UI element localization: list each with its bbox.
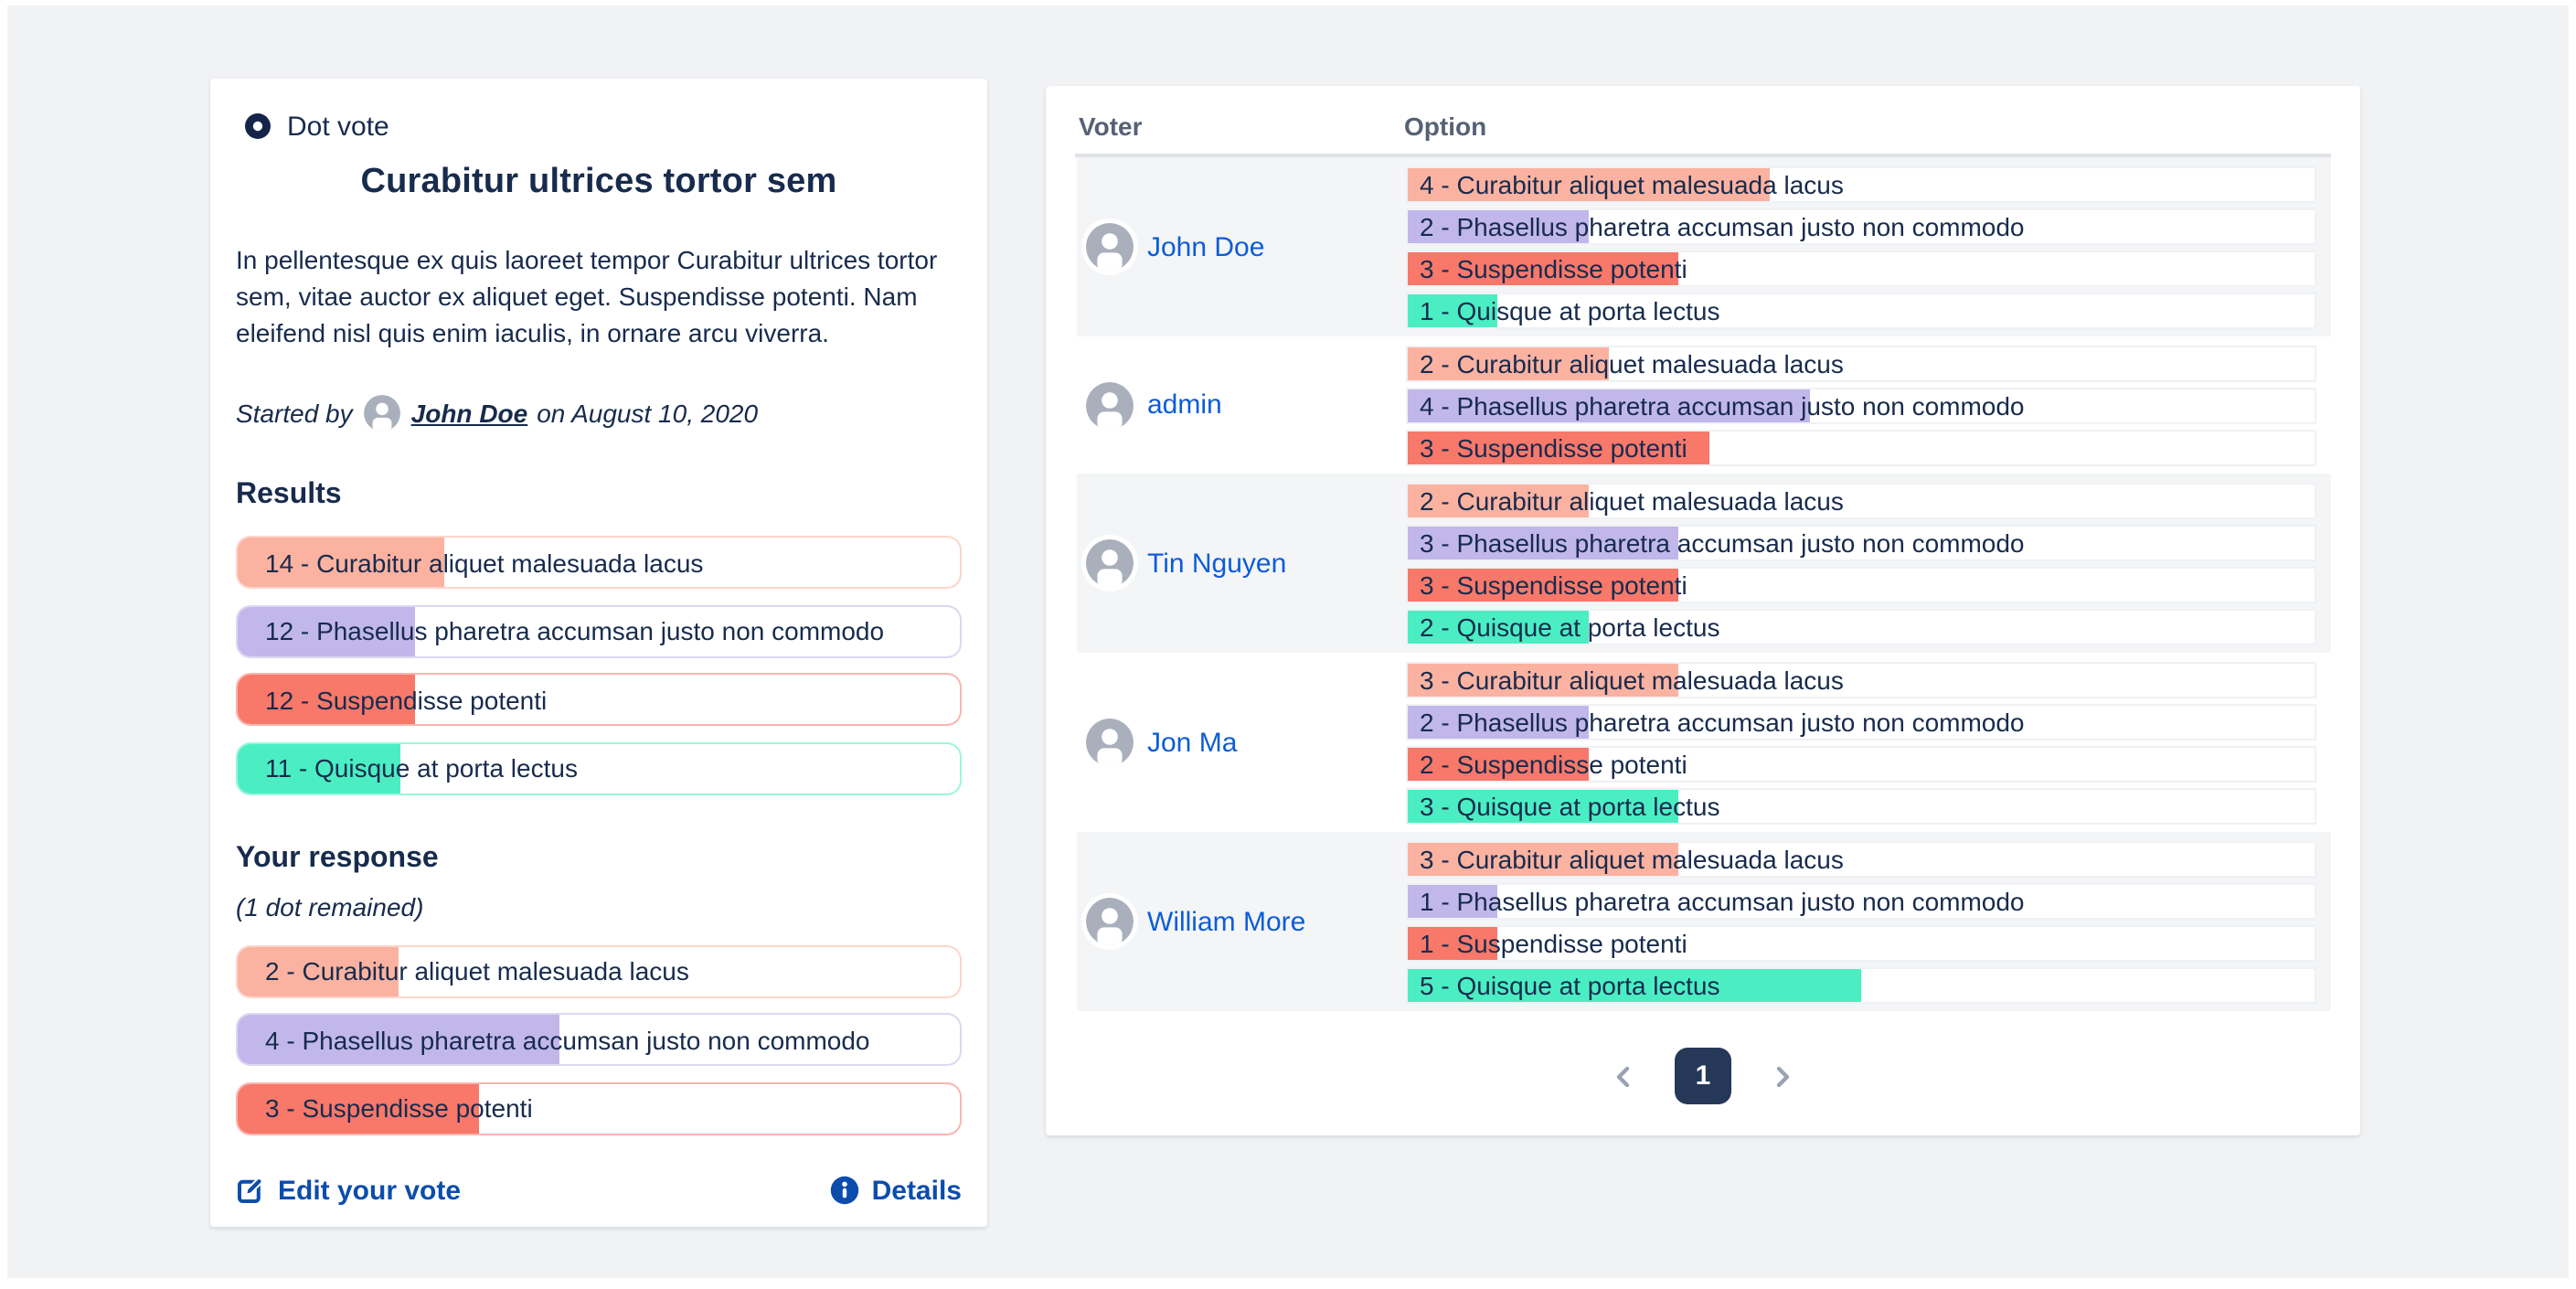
bar-option-label: Suspendisse potenti [1456,928,1687,957]
options-cell [1405,482,2315,644]
bar-label [1420,612,1719,641]
bar-option-label: Phasellus pharetra accumsan justo non commodo [1456,886,2025,915]
avatar-icon [1085,719,1133,766]
bar-separator: - [1433,570,1457,599]
voter-option-bar [1405,924,2315,961]
bar-option-label: Suspendisse potenti [1456,432,1687,462]
bar-label [265,548,703,577]
bar-votes: 4 [265,1025,280,1054]
voter-option-bar [1405,387,2315,423]
table-body [1075,157,2331,1011]
voter-option-bar [1405,787,2315,824]
bar-option-label: Phasellus pharetra accumsan justo non commodo [1456,707,2025,736]
options-cell [1405,165,2315,328]
bar-label [1420,970,1719,999]
voters-panel [1046,86,2360,1135]
result-option-bar [236,673,962,726]
bar-separator: - [1433,970,1457,999]
bar-label [1420,295,1719,325]
bar-option-label: Phasellus pharetra accumsan justo non commodo [1456,211,2025,240]
bar-votes: 2 [1420,485,1434,515]
bar-option-label: Curabitur aliquet malesuada lacus [302,956,689,985]
details-link[interactable] [830,1175,962,1206]
bar-votes: 3 [1420,791,1434,820]
bar-separator: - [1433,791,1457,820]
bar-option-label: Phasellus pharetra accumsan justo non commodo [1456,527,2025,557]
bar-separator: - [1433,390,1457,420]
bar-separator: - [1433,485,1457,515]
bar-votes: 1 [1420,928,1434,957]
poll-title: Curabitur ultrices tortor sem [360,163,837,201]
bar-option-label: Quisque at porta lectus [314,753,578,783]
chevron-right-icon [1770,1063,1795,1089]
voter-option-bar [1405,840,2315,877]
table-row [1076,832,2330,1011]
your-response-heading: Your response [236,842,439,873]
started-by-user-link[interactable]: John Doe [410,399,528,428]
bar-label [265,685,547,714]
result-option-bar [236,741,962,794]
voter-option-bar [1405,703,2315,740]
bar-option-label: Phasellus pharetra accumsan justo non commodo [302,1025,870,1054]
bar-separator: - [1433,707,1457,736]
bar-separator: - [1433,169,1457,198]
option-column-header: Option [1404,112,1487,141]
bar-label [1420,432,1687,462]
bar-label [265,956,689,985]
bar-separator: - [1433,527,1457,557]
voter-option-bar [1405,745,2315,782]
bar-separator: - [293,685,317,714]
bar-option-label: Suspendisse potenti [1456,253,1687,282]
voter-option-bar [1405,524,2315,560]
bar-label [1420,390,2025,420]
bar-votes: 3 [1420,527,1434,557]
bar-separator: - [1433,928,1457,957]
bar-label [1420,707,2025,736]
bar-label [265,753,578,783]
bar-votes: 4 [1420,390,1434,420]
bar-option-label: Suspendisse potenti [1456,749,1687,778]
voter-option-bar [1405,208,2315,244]
bar-votes: 1 [1420,295,1434,325]
bar-label [1420,253,1687,282]
bar-votes: 3 [1420,570,1434,599]
details-label: Details [871,1175,962,1206]
results-heading: Results [236,479,342,510]
voter-option-bar [1405,165,2315,202]
current-page-button[interactable]: 1 [1675,1048,1731,1104]
bar-votes: 2 [1420,211,1434,240]
voter-cell [1076,223,1405,271]
bar-votes: 5 [1420,970,1434,999]
bar-option-label: Suspendisse potenti [302,1093,533,1123]
table-row [1076,653,2330,832]
bar-votes: 12 [265,616,294,645]
next-page-button[interactable] [1770,1063,1795,1089]
voter-option-bar [1405,566,2315,602]
your-response-bars [236,944,962,1135]
table-row [1076,336,2330,474]
bar-separator: - [279,956,303,985]
table-header [1075,112,2331,141]
voter-cell [1076,719,1405,766]
started-by-suffix: on August 10, 2020 [537,399,759,428]
bar-separator: - [279,1093,303,1123]
poll-card [210,79,987,1227]
bar-label [265,1025,870,1054]
bar-separator: - [1433,211,1457,240]
voter-option-bar [1405,292,2315,328]
bar-votes: 2 [1420,749,1434,778]
result-option-bar [236,604,962,657]
voter-cell [1076,381,1405,429]
bar-option-label: Curabitur aliquet malesuada lacus [316,548,704,577]
bar-votes: 4 [1420,169,1434,198]
bar-label [1420,665,1844,694]
prev-page-button[interactable] [1611,1063,1636,1089]
result-option-bar [236,1013,962,1066]
bar-option-label: Suspendisse potenti [1456,570,1687,599]
bar-votes: 3 [1420,665,1434,694]
bar-votes: 3 [265,1093,280,1123]
bar-separator: - [293,548,317,577]
bar-separator: - [279,1025,303,1054]
voter-cell [1076,898,1405,945]
bar-separator: - [1433,612,1457,641]
bar-votes: 3 [1420,844,1434,873]
avatar-icon [364,395,400,431]
bar-votes: 2 [1420,348,1434,378]
bar-option-label: Quisque at porta lectus [1456,791,1720,820]
avatar-icon [1085,898,1133,945]
bar-option-label: Phasellus pharetra accumsan justo non commodo [316,616,885,645]
voter-link[interactable]: admin [1147,389,1222,421]
bar-votes: 11 [265,753,293,783]
bar-label [265,1093,533,1123]
dot-vote-icon [245,113,271,139]
bar-votes: 12 [265,685,294,714]
result-option-bar [236,944,962,997]
bar-option-label: Phasellus pharetra accumsan justo non commodo [1456,390,2025,420]
started-by-line [236,395,962,431]
bar-label [1420,570,1687,599]
bar-label [1420,886,2025,915]
bar-label [265,616,884,645]
bar-label [1420,791,1719,820]
bar-separator: - [1433,348,1457,378]
bar-votes: 3 [1420,432,1434,462]
voter-option-bar [1405,661,2315,698]
pagination [1075,1048,2331,1106]
bar-separator: - [1433,432,1457,462]
poll-footer [236,1175,962,1206]
bar-separator: - [1433,886,1457,915]
bar-votes: 2 [1420,612,1434,641]
options-cell [1405,345,2315,465]
bar-option-label: Quisque at porta lectus [1456,970,1720,999]
bar-separator: - [1433,295,1457,325]
results-bars [236,536,962,794]
bar-option-label: Quisque at porta lectus [1456,612,1720,641]
edit-pencil-icon [236,1176,265,1205]
bar-votes: 1 [1420,886,1434,915]
info-icon [830,1176,859,1205]
poll-type-label: Dot vote [287,111,389,142]
bar-label [1420,485,1844,515]
bar-separator: - [1433,253,1457,282]
voter-option-bar [1405,882,2315,919]
voter-option-bar [1405,608,2315,644]
avatar-icon [1085,223,1133,271]
bar-option-label: Curabitur aliquet malesuada lacus [1456,665,1844,694]
edit-vote-link[interactable] [236,1175,461,1206]
bar-label [1420,348,1844,378]
avatar-icon [1085,539,1133,587]
voter-option-bar [1405,250,2315,286]
bar-votes: 3 [1420,253,1434,282]
bar-separator: - [1433,749,1457,778]
bar-label [1420,749,1687,778]
bar-votes: 2 [265,956,280,985]
bar-label [1420,169,1844,198]
result-option-bar [236,536,962,589]
voter-column-header: Voter [1079,112,1143,141]
bar-label [1420,211,2025,240]
bar-option-label: Curabitur aliquet malesuada lacus [1456,169,1844,198]
voter-option-bar [1405,482,2315,518]
bar-option-label: Curabitur aliquet malesuada lacus [1456,485,1844,515]
bar-label [1420,928,1687,957]
bar-label [1420,844,1844,873]
voter-link[interactable]: William More [1147,906,1306,937]
dots-remained-note: (1 dot remained) [236,891,424,921]
poll-type-row [245,108,962,144]
bar-votes: 2 [1420,707,1434,736]
table-row [1076,157,2330,336]
bar-option-label: Curabitur aliquet malesuada lacus [1456,844,1844,873]
voter-option-bar [1405,345,2315,381]
bar-separator: - [293,616,317,645]
bar-option-label: Quisque at porta lectus [1456,295,1720,325]
bar-label [1420,527,2025,557]
bar-option-label: Curabitur aliquet malesuada lacus [1456,348,1844,378]
started-by-prefix: Started by [236,399,353,428]
poll-description: In pellentesque ex quis laoreet tempor Curabitur ultrices tortor sem, vitae auctor ex aliquet eget. Suspendisse potenti. Nam eleifend nisl quis enim iaculis, in ornare arcu viverra. [236,245,938,347]
avatar-icon [1085,381,1133,429]
bar-separator: - [1433,844,1457,873]
options-cell [1405,661,2315,824]
voter-link[interactable]: Jon Ma [1147,727,1238,758]
bar-separator: - [292,753,314,783]
voter-option-bar [1405,966,2315,1003]
edit-vote-label: Edit your vote [278,1175,462,1206]
bar-separator: - [1433,665,1457,694]
chevron-left-icon [1611,1063,1636,1089]
options-cell [1405,840,2315,1003]
voter-link[interactable]: Tin Nguyen [1147,548,1287,579]
table-row [1076,474,2330,653]
voter-link[interactable]: John Doe [1147,231,1265,262]
bar-option-label: Suspendisse potenti [316,685,548,714]
bar-votes: 14 [265,548,294,577]
result-option-bar [236,1081,962,1135]
voter-cell [1076,539,1405,587]
voter-option-bar [1405,429,2315,465]
